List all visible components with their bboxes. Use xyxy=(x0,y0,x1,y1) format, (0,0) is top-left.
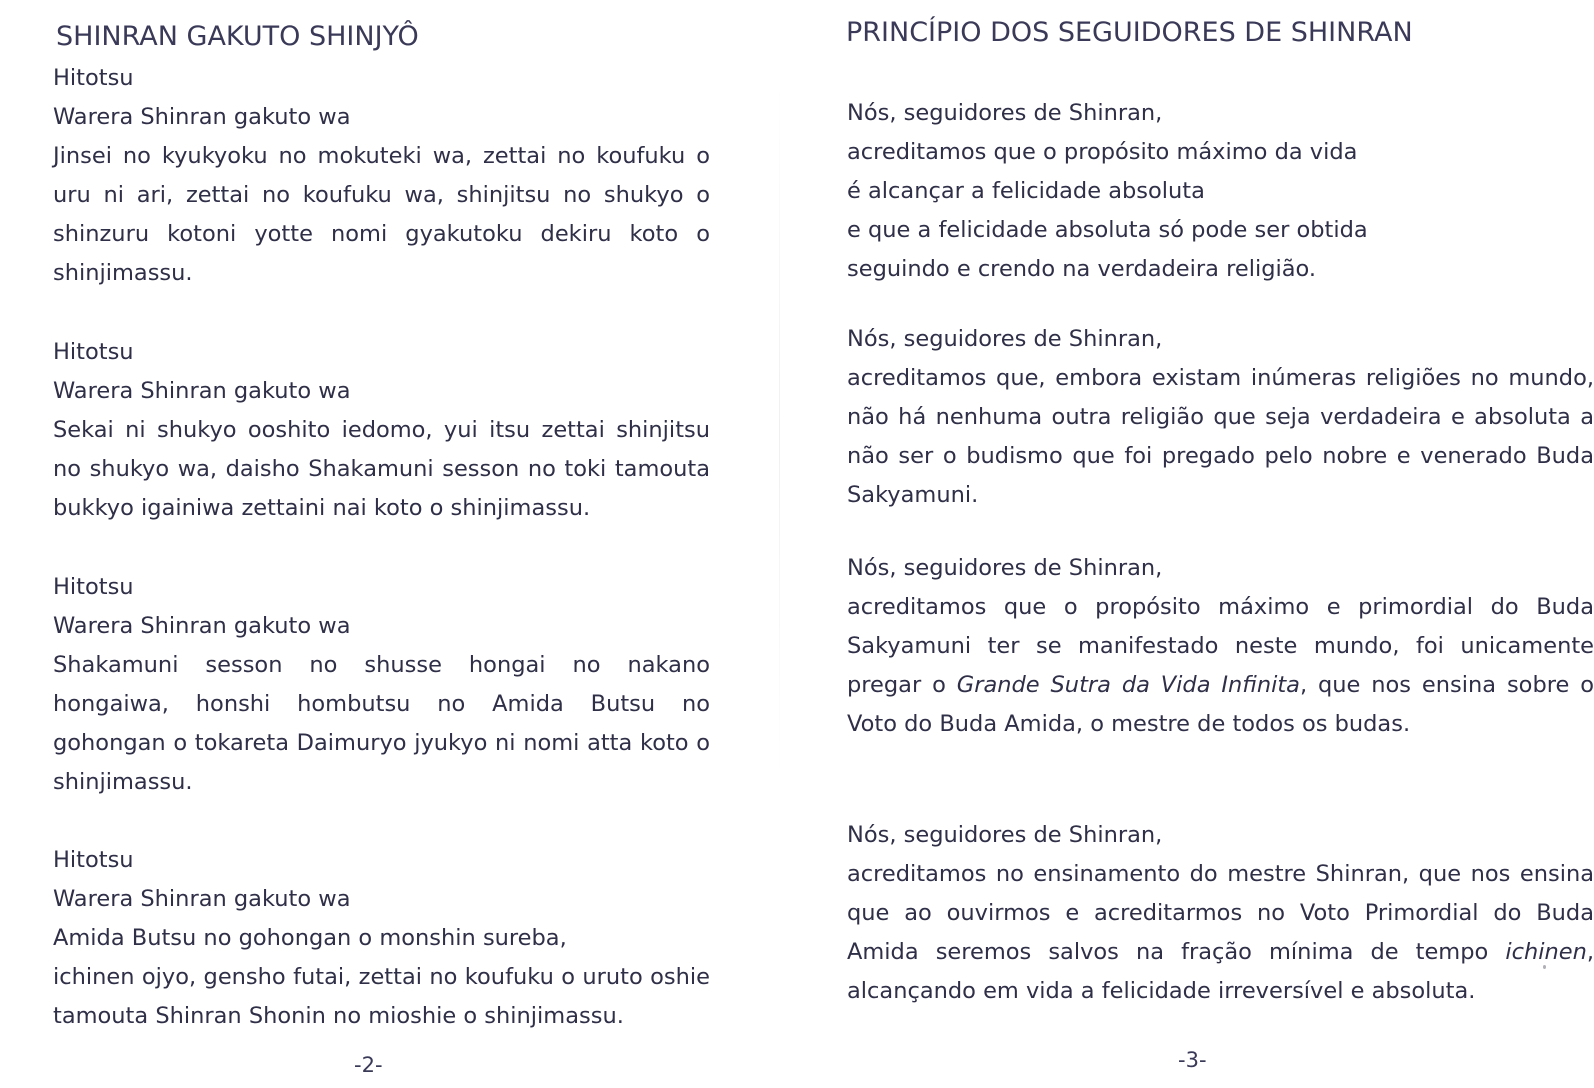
section-opening: Nós, seguidores de Shinran, xyxy=(847,100,1163,126)
right-section-1 xyxy=(847,94,1594,289)
section-heading: Hitotsu xyxy=(53,847,134,873)
ichinen-term: ichinen xyxy=(1505,939,1587,965)
scan-speck xyxy=(1543,965,1546,969)
section-line: seguindo e crendo na verdadeira religião. xyxy=(847,256,1317,282)
section-body: acreditamos que, embora existam inúmeras religiões no mundo, não há nenhuma outra religião que seja verdadeira e absoluta a não ser o budismo que foi pregado pelo nobre e venerado Buda Sakyamuni. xyxy=(847,365,1594,508)
section-opening: Nós, seguidores de Shinran, xyxy=(847,822,1163,848)
right-page xyxy=(773,0,1594,1088)
section-heading: Hitotsu xyxy=(53,574,134,600)
right-section-4 xyxy=(847,816,1594,1011)
section-body: Jinsei no kyukyoku no mokuteki wa, zettai no koufuku o uru ni ari, zettai no koufuku wa, shinjitsu no shukyo o shinzuru kotoni yotte nomi gyakutoku dekiru koto o shinjimassu. xyxy=(53,143,710,286)
body-text: acreditamos que o propósito máximo e primordial do Buda Sakyamuni ter se manifestado neste mundo, foi unicamente pregar o xyxy=(847,594,1594,698)
section-body-first-line: Amida Butsu no gohongan o monshin sureba, xyxy=(53,925,567,951)
section-line: acreditamos que o propósito máximo da vida xyxy=(847,139,1358,165)
section-body xyxy=(847,855,1594,1011)
section-subheading: Warera Shinran gakuto wa xyxy=(53,886,351,912)
right-page-title: PRINCÍPIO DOS SEGUIDORES DE SHINRAN xyxy=(846,17,1413,48)
body-text: , que nos ensina sobre o Voto do Buda Amida, o mestre de todos os budas. xyxy=(847,672,1594,737)
left-page-number: -2- xyxy=(354,1053,383,1077)
body-text: , alcançando em vida a felicidade irreversível e absoluta. xyxy=(847,939,1594,1004)
section-line: e que a felicidade absoluta só pode ser obtida xyxy=(847,217,1368,243)
right-section-3 xyxy=(847,549,1594,744)
section-subheading: Warera Shinran gakuto wa xyxy=(53,378,351,404)
left-section-1 xyxy=(53,59,710,293)
section-subheading: Warera Shinran gakuto wa xyxy=(53,613,351,639)
right-page-number: -3- xyxy=(1178,1048,1207,1072)
section-body: Sekai ni shukyo ooshito iedomo, yui itsu zettai shinjitsu no shukyo wa, daisho Shakamuni sesson no toki tamouta bukkyo igainiwa zettaini nai koto o shinjimassu. xyxy=(53,417,710,521)
left-section-4 xyxy=(53,841,710,1036)
section-opening: Nós, seguidores de Shinran, xyxy=(847,326,1163,352)
body-text: acreditamos no ensinamento do mestre Shinran, que nos ensina que ao ouvirmos e acreditarmos no Voto Primordial do Buda Amida seremos salvos na fração mínima de tempo xyxy=(847,861,1594,965)
right-section-2 xyxy=(847,320,1594,515)
section-body: ichinen ojyo, gensho futai, zettai no koufuku o uruto oshie tamouta Shinran Shonin no mioshie o shinjimassu. xyxy=(53,964,710,1029)
section-line: é alcançar a felicidade absoluta xyxy=(847,178,1205,204)
section-heading: Hitotsu xyxy=(53,339,134,365)
section-body: Shakamuni sesson no shusse hongai no nakano hongaiwa, honshi hombutsu no Amida Butsu no gohongan o tokareta Daimuryo jyukyo ni nomi atta koto o shinjimassu. xyxy=(53,652,710,795)
left-page xyxy=(0,0,773,1088)
section-opening: Nós, seguidores de Shinran, xyxy=(847,555,1163,581)
left-section-3 xyxy=(53,568,710,802)
section-subheading: Warera Shinran gakuto wa xyxy=(53,104,351,130)
sutra-title: Grande Sutra da Vida Infinita xyxy=(956,672,1300,698)
left-page-title: SHINRAN GAKUTO SHINJYÔ xyxy=(56,21,419,52)
section-heading: Hitotsu xyxy=(53,65,134,91)
section-body xyxy=(847,588,1594,744)
left-section-2 xyxy=(53,333,710,528)
